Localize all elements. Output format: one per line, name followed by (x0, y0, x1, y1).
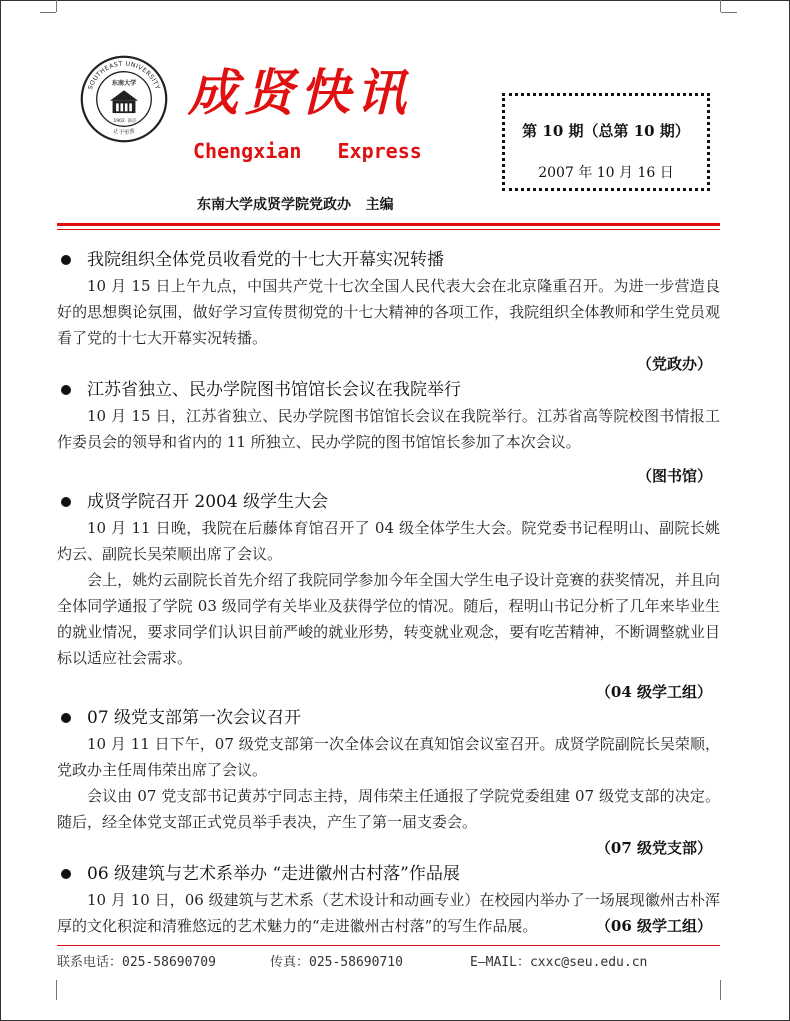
article-title: 江苏省独立、民办学院图书馆馆长会议在我院举行 (57, 377, 720, 403)
footer-fax: 传真：025-58690710 (270, 955, 403, 970)
article-source: （党政办） (636, 355, 712, 373)
bullet-icon (61, 255, 71, 265)
article-source: （07 级党支部） (595, 839, 712, 857)
article (57, 861, 720, 939)
article-source: （04 级学工组） (595, 683, 712, 701)
article (57, 705, 720, 861)
crop-mark (720, 0, 721, 12)
bullet-icon (61, 385, 71, 395)
article (57, 377, 720, 489)
article-list (57, 247, 720, 939)
svg-text:1902: 1902 (113, 118, 125, 124)
article-title: 06 级建筑与艺术系举办 “走进徽州古村落”作品展 (57, 861, 720, 887)
article-title: 07 级党支部第一次会议召开 (57, 705, 720, 731)
article-paragraph: 10 月 15 日上午九点，中国共产党十七次全国人民代表大会在北京隆重召开。为进一步营造良好的思想舆论氛围，做好学习宣传贯彻党的十七大精神的各项工作，我院组织全体教师和学生党员观看了党的十七大开幕实况转播。 (57, 277, 720, 347)
header-rule-thin (57, 229, 720, 230)
crop-mark (40, 12, 56, 13)
article-paragraph: 10 月 15 日，江苏省独立、民办学院图书馆馆长会议在我院举行。江苏省高等院校图书情报工作委员会的领导和省内的 11 所独立、民办学院的图书馆馆长参加了本次会议。 (57, 407, 720, 451)
issue-number: 第 10 期（总第 10 期） (522, 122, 690, 140)
bullet-icon (61, 869, 71, 879)
article-source: （06 级学工组） (595, 917, 712, 935)
svg-text:南京: 南京 (127, 118, 137, 124)
article-title: 我院组织全体党员收看党的十七大开幕实况转播 (57, 247, 720, 273)
article-paragraph: 会上，姚灼云副院长首先介绍了我院同学参加今年全国大学生电子设计竞赛的获奖情况，并且向全体同学通报了学院 03 级同学有关毕业及获得学位的情况。随后，程明山书记分析了几年来毕业生的就业情况，要求同学们认识目前严峻的就业形势，转变就业观念，要有吃苦精神，不断调整就业目标以适应社会需求。 (57, 571, 720, 667)
publisher-line: 东南大学成贤学院党政办 主编 (197, 197, 394, 213)
crop-mark (720, 980, 721, 1000)
bullet-icon (61, 497, 71, 507)
article-paragraph: 10 月 11 日下午，07 级党支部第一次全体会议在真知馆会议室召开。成贤学院副院长吴荣顺，党政办主任周伟荣出席了会议。 (57, 735, 720, 779)
header-rule (57, 223, 720, 226)
newsletter-title-en: Chengxian Express (193, 139, 422, 163)
svg-text:止于至善: 止于至善 (112, 128, 136, 137)
article (57, 247, 720, 377)
article (57, 489, 720, 705)
crop-mark (56, 980, 57, 1000)
article-paragraph: 10 月 11 日晚，我院在后藤体育馆召开了 04 级全体学生大会。院党委书记程明山、副院长姚灼云、副院长吴荣顺出席了会议。 (57, 519, 720, 563)
footer-phone: 联系电话：025-58690709 (57, 955, 216, 970)
article-title: 成贤学院召开 2004 级学生大会 (57, 489, 720, 515)
bullet-icon (61, 713, 71, 723)
footer-email: E—MAIL：cxxc@seu.edu.cn (470, 955, 648, 970)
footer-rule (57, 945, 720, 946)
svg-text:东南大学: 东南大学 (111, 79, 137, 87)
crop-mark (56, 0, 57, 12)
article-paragraph: 会议由 07 党支部书记黄苏宁同志主持，周伟荣主任通报了学院党委组建 07 级党支部的决定。随后，经全体党支部正式党员举手表决，产生了第一届支委会。 (57, 787, 720, 831)
issue-date: 2007 年 10 月 16 日 (538, 165, 674, 181)
svg-text:SOUTHEAST UNIVERSITY: SOUTHEAST UNIVERSITY (87, 60, 161, 91)
crop-mark (721, 12, 737, 13)
newsletter-title-cn: 成贤快讯 (188, 64, 412, 122)
university-seal (80, 55, 168, 143)
issue-info-box (502, 93, 710, 191)
article-paragraph: 10 月 10 日，06 级建筑与艺术系（艺术设计和动画专业）在校园内举办了一场展现徽州古朴浑厚的文化积淀和清雅悠远的艺术魅力的“走进徽州古村落”的写生作品展。 (57, 891, 720, 935)
article-source: （图书馆） (636, 467, 712, 485)
